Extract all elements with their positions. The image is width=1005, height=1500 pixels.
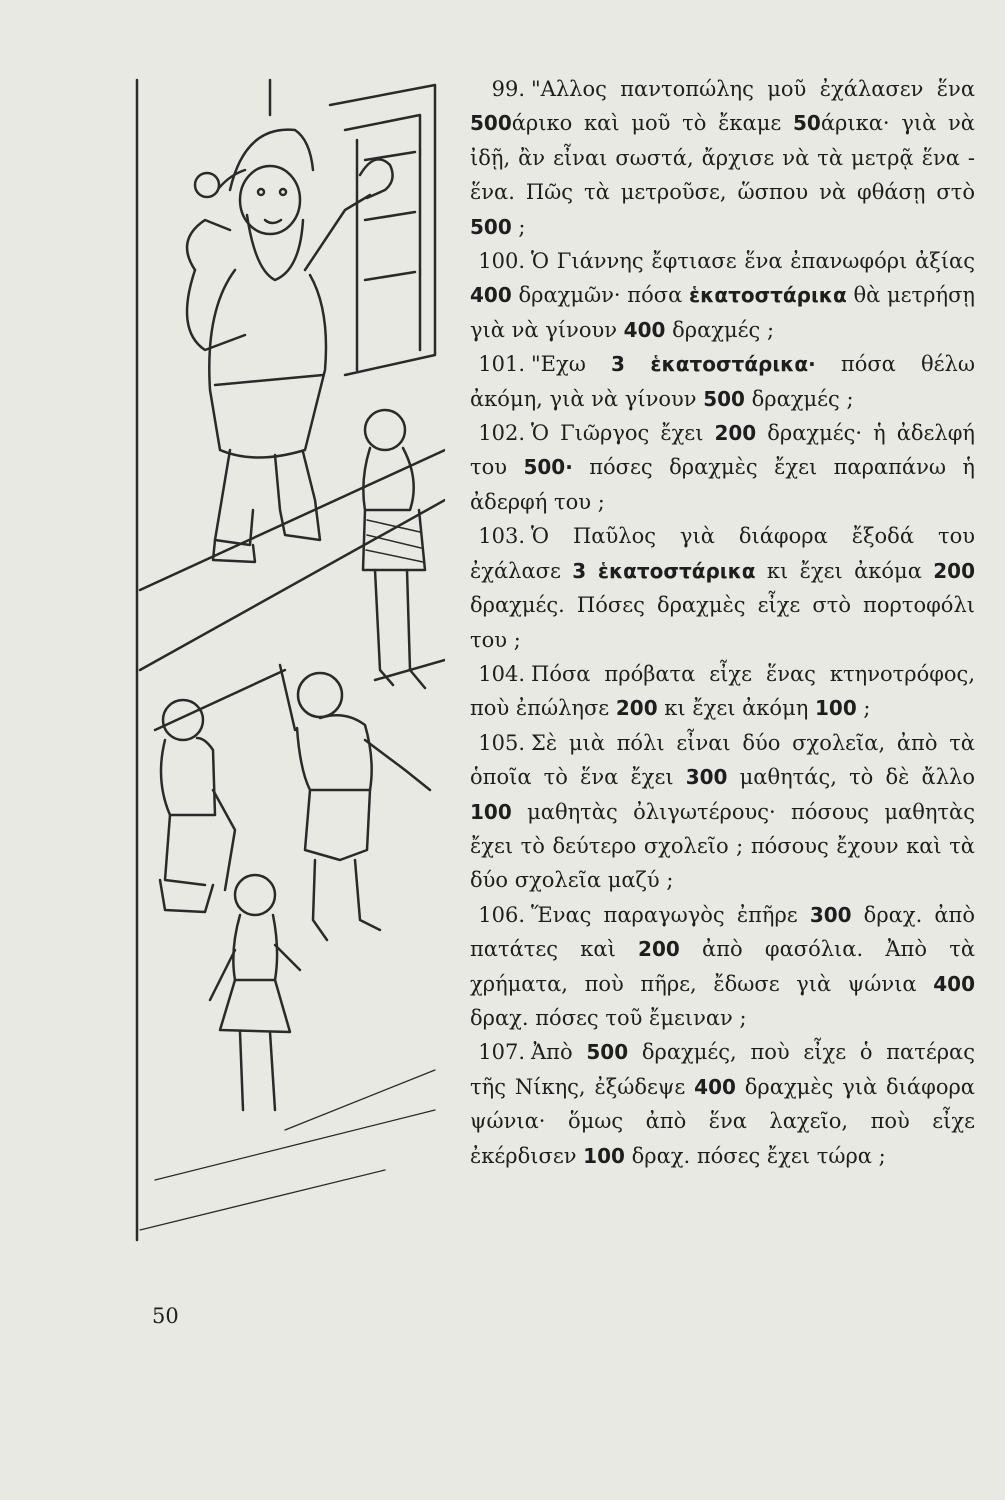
problem-number: 106. bbox=[478, 902, 525, 927]
problem-bold-value: 50 bbox=[792, 111, 821, 136]
santa-and-children-drawing-icon bbox=[135, 70, 445, 1250]
problem-106 bbox=[470, 898, 975, 1036]
problem-text: Σὲ μιὰ πόλι εἶναι δύο σχολεῖα, ἀπὸ τὰ ὁποῖα τὸ ἕνα ἔχει bbox=[470, 730, 975, 790]
problem-bold-value: 400 bbox=[694, 1074, 736, 1099]
problem-text: μαθητάς, τὸ δὲ ἄλλο bbox=[727, 765, 975, 790]
problem-number: 107. bbox=[478, 1040, 525, 1065]
problem-number: 99. bbox=[491, 77, 525, 101]
problem-107 bbox=[470, 1035, 975, 1173]
problem-text: Ὁ Γιῶργος ἔχει bbox=[531, 421, 715, 446]
problem-bold-value: 3 ἑκατοστάρικα bbox=[572, 558, 756, 583]
problem-text: Πόσα πρόβατα εἶχε ἕνας κτηνοτρόφος, ποὺ ἐπώλησε bbox=[470, 661, 975, 721]
problem-text: δραχμές ; bbox=[665, 317, 775, 342]
problem-text: δραχμές, ποὺ εἶχε ὁ πατέρας τῆς Νίκης, ἐξώδεψε bbox=[470, 1040, 975, 1099]
problem-bold-value: 200 bbox=[714, 421, 757, 446]
problem-text: μαθητὰς ὀλιγωτέρους· πόσους μαθητὰς ἔχει τὸ δεύτερο σχολεῖο ; πόσους ἔχουν καὶ τὰ δύο σχολεῖα μαζύ ; bbox=[470, 799, 975, 893]
problem-bold-value: 300 bbox=[685, 765, 728, 790]
problem-bold-value: 400 bbox=[470, 283, 512, 308]
problem-103 bbox=[470, 519, 975, 657]
problem-text: πόσες δραχμὲς ἔχει παραπάνω ἡ ἀδερφή του ; bbox=[470, 455, 975, 514]
problem-number: 100. bbox=[478, 249, 525, 274]
problem-104 bbox=[470, 657, 975, 726]
problem-text: δραχμές. Πόσες δραχμὲς εἶχε στὸ πορτοφόλι του ; bbox=[470, 593, 975, 652]
problem-number: 102. bbox=[478, 421, 525, 446]
problem-100 bbox=[470, 244, 975, 347]
problem-text: δραχμῶν· πόσα bbox=[511, 283, 689, 308]
problem-text: δραχ. πόσες ἔχει τώρα ; bbox=[624, 1143, 886, 1168]
problem-text: "Αλλος παντοπώλης μοῦ ἐχάλασεν ἕνα bbox=[531, 77, 975, 101]
problem-bold-value: 500 bbox=[470, 111, 512, 136]
problem-text: κι ἔχει ἀκόμα bbox=[755, 558, 934, 583]
problem-text: ; bbox=[856, 696, 871, 721]
problem-text: άρικο καὶ μοῦ τὸ ἔκαμε bbox=[511, 111, 793, 136]
problem-105 bbox=[470, 726, 975, 898]
problem-text: Ὁ Γιάννης ἔφτιασε ἕνα ἐπανωφόρι ἀξίας bbox=[531, 249, 975, 274]
problem-text: Ἕνας παραγωγὸς ἐπῆρε bbox=[531, 902, 810, 927]
problem-bold-value: 500 bbox=[470, 214, 512, 239]
problem-bold-value: 500 bbox=[703, 386, 745, 411]
problem-bold-value: 400 bbox=[623, 317, 666, 342]
problem-bold-value: 200 bbox=[933, 558, 975, 583]
problem-102 bbox=[470, 416, 975, 519]
problem-text: κι ἔχει ἀκόμη bbox=[657, 696, 815, 721]
problem-text: θὰ μετρήσῃ γιὰ νὰ γίνουν bbox=[470, 283, 975, 342]
problem-99 bbox=[470, 72, 975, 244]
problem-bold-value: ἑκατοστάρικα bbox=[689, 283, 847, 308]
problem-text: Ὁ Παῦλος γιὰ διάφορα ἔξοδά του ἐχάλασε bbox=[470, 524, 975, 583]
problem-bold-value: 500 bbox=[586, 1040, 629, 1065]
page-number: 50 bbox=[152, 1304, 179, 1328]
problem-text: "Εχω bbox=[531, 352, 612, 377]
problem-bold-value: 100 bbox=[583, 1143, 625, 1168]
problem-bold-value: 200 bbox=[638, 937, 680, 962]
problem-bold-value: 100 bbox=[814, 696, 857, 721]
problem-text: δραχμές· ἡ ἀδελφή του bbox=[470, 421, 975, 480]
problem-bold-value: 3 ἑκατοστάρικα· bbox=[611, 352, 816, 377]
problem-101 bbox=[470, 347, 975, 416]
problem-text: δραχ. ἀπὸ πατάτες καὶ bbox=[470, 902, 975, 962]
problem-text: ἀπὸ φασόλια. Ἀπὸ τὰ χρήματα, ποὺ πῆρε, ἔδωσε γιὰ ψώνια bbox=[470, 937, 976, 996]
problem-bold-value: 200 bbox=[615, 696, 658, 721]
problems-list bbox=[470, 72, 975, 1173]
problem-number: 101. bbox=[478, 352, 525, 377]
problem-bold-value: 400 bbox=[933, 971, 975, 996]
illustration bbox=[135, 70, 445, 1250]
problem-number: 104. bbox=[478, 661, 525, 686]
problem-text: άρικα· γιὰ νὰ ἰδῇ, ἂν εἶναι σωστά, ἄρχισε νὰ τὰ μετρᾷ ἕνα - ἕνα. Πῶς τὰ μετροῦσε, ὥσπου νὰ φθάσῃ στὸ bbox=[470, 111, 975, 205]
problem-text: πόσα θέλω ἀκόμη, γιὰ νὰ γίνουν bbox=[470, 352, 975, 411]
problem-text: Ἀπὸ bbox=[531, 1040, 587, 1065]
problem-text: δραχμές ; bbox=[744, 386, 854, 411]
problem-number: 105. bbox=[478, 730, 525, 755]
problem-text: δραχ. πόσες τοῦ ἔμειναν ; bbox=[470, 1005, 747, 1030]
problem-bold-value: 500· bbox=[523, 455, 573, 480]
problem-text: ; bbox=[511, 214, 526, 239]
problem-number: 103. bbox=[478, 524, 525, 549]
problem-text: δραχμὲς γιὰ διάφορα ψώνια· ὅμως ἀπὸ ἕνα λαχεῖο, ποὺ εἶχε ἐκέρδισεν bbox=[470, 1074, 975, 1168]
problem-bold-value: 300 bbox=[809, 902, 852, 927]
problem-bold-value: 100 bbox=[470, 799, 512, 824]
